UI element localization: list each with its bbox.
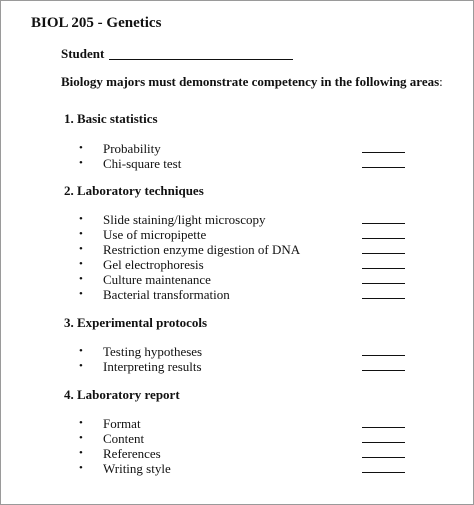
section-item-list [64,344,473,374]
section-heading: 3. Experimental protocols [64,315,208,330]
list-item [64,344,473,359]
list-item [64,431,473,446]
bullet-icon: • [79,345,83,357]
bullet-icon: • [79,157,83,169]
document-title: BIOL 205 - Genetics [31,15,162,31]
bullet-icon: • [79,447,83,459]
bullet-icon: • [79,360,83,372]
section-heading: 2. Laboratory techniques [64,183,204,198]
section-item-list [64,416,473,476]
student-label: Student [61,46,105,61]
checkoff-blank[interactable] [362,283,405,284]
bullet-icon: • [79,273,83,285]
section-item-list [64,141,473,171]
list-item [64,212,473,227]
item-label: Culture maintenance [103,272,211,287]
section-laboratory-techniques [64,183,473,302]
checkoff-blank[interactable] [362,167,405,168]
section-item-list [64,212,473,302]
checkoff-blank[interactable] [362,442,405,443]
item-label: Probability [103,141,161,156]
checkoff-blank[interactable] [362,355,405,356]
checkoff-blank[interactable] [362,457,405,458]
checkoff-blank[interactable] [362,253,405,254]
bullet-icon: • [79,228,83,240]
item-label: Content [103,431,145,446]
list-item [64,287,473,302]
list-item [64,359,473,374]
item-label: Format [103,416,141,431]
bullet-icon: • [79,432,83,444]
list-item [64,446,473,461]
intro-statement [61,74,443,90]
student-name-blank[interactable] [109,47,293,60]
item-label: Chi-square test [103,156,182,171]
bullet-icon: • [79,258,83,270]
list-item [64,257,473,272]
section-experimental-protocols [64,315,473,374]
list-item [64,242,473,257]
checkoff-blank[interactable] [362,298,405,299]
checkoff-blank[interactable] [362,472,405,473]
checkoff-blank[interactable] [362,152,405,153]
item-label: Restriction enzyme digestion of DNA [103,242,301,257]
item-label: Testing hypotheses [103,344,203,359]
section-laboratory-report [64,387,473,476]
checkoff-blank[interactable] [362,238,405,239]
intro-text: Biology majors must demonstrate competency in the following areas [61,74,440,89]
item-label: Bacterial transformation [103,287,230,302]
item-label: Interpreting results [103,359,202,374]
bullet-icon: • [79,142,83,154]
intro-colon: : [439,74,443,89]
section-heading: 1. Basic statistics [64,111,158,126]
bullet-icon: • [79,417,83,429]
checkoff-blank[interactable] [362,223,405,224]
checkoff-blank[interactable] [362,268,405,269]
item-label: Use of micropipette [103,227,207,242]
list-item [64,416,473,431]
item-label: Gel electrophoresis [103,257,204,272]
bullet-icon: • [79,462,83,474]
bullet-icon: • [79,288,83,300]
item-label: Slide staining/light microscopy [103,212,266,227]
list-item [64,156,473,171]
checkoff-blank[interactable] [362,427,405,428]
list-item [64,227,473,242]
bullet-icon: • [79,243,83,255]
list-item [64,141,473,156]
checkoff-blank[interactable] [362,370,405,371]
list-item [64,461,473,476]
section-basic-statistics [64,111,473,171]
bullet-icon: • [79,213,83,225]
student-field-row [61,46,293,62]
list-item [64,272,473,287]
section-heading: 4. Laboratory report [64,387,180,402]
item-label: Writing style [103,461,171,476]
item-label: References [103,446,161,461]
